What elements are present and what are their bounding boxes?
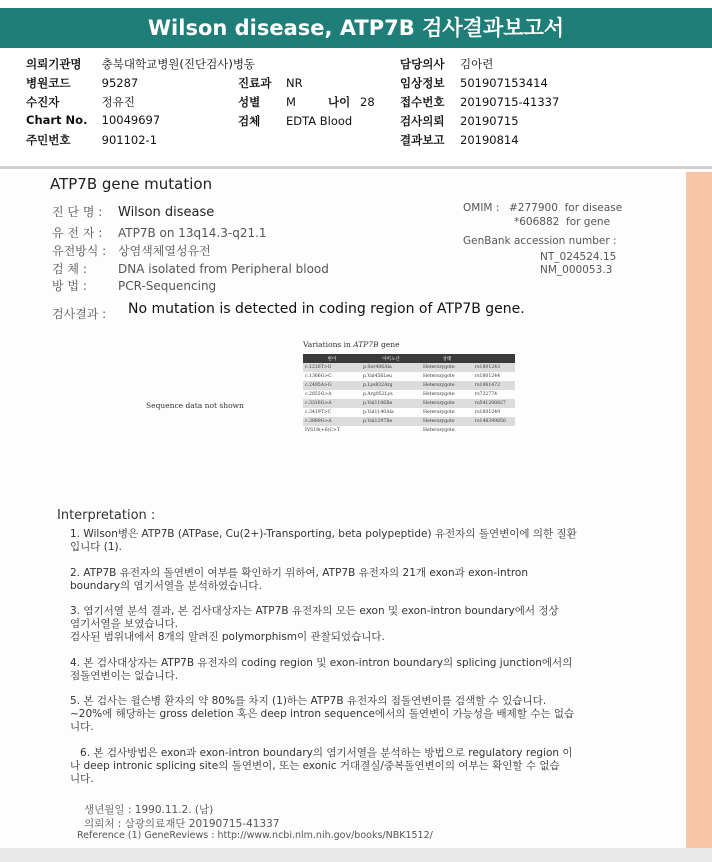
cell-status: Heterozygote	[423, 410, 455, 415]
cell-status: Heterozygote	[421, 399, 473, 408]
cell-variant: c.3419T>C	[305, 410, 332, 415]
genbank-accession-2: NM_000053.3	[540, 264, 613, 276]
genbank-accession-1: NT_024524.15	[540, 251, 617, 263]
header-rs	[473, 354, 515, 363]
cell-rs: rs541208827	[473, 399, 515, 408]
cell-variant: IVS18(+6)C>T	[305, 428, 340, 433]
info-request-date: 검사의뢰 20190715	[400, 114, 519, 128]
cell-rs: rs1061472	[473, 381, 515, 390]
cell-amino-acid: p.Val1106Ile	[361, 399, 421, 408]
sequence-note: Sequence data not shown	[146, 401, 244, 410]
divider	[0, 166, 712, 169]
table-row	[303, 363, 515, 372]
table-row	[303, 390, 515, 399]
cell-amino-acid: p.Val1297Ile	[361, 417, 421, 426]
cell-rs: rs1801249	[475, 410, 501, 415]
info-institution: 의뢰기관명 충북대학교병원(진단검사)병동	[26, 57, 256, 71]
cell-rs: rs1801243	[473, 363, 515, 372]
cell-variant: c.2495A>G	[303, 381, 361, 390]
row-inheritance: 유전방식 : 상염색체열성유전	[52, 244, 211, 258]
interpretation-4: 4. 본 검사대상자는 ATP7B 유전자의 coding region 및 exon-intron boundary의 splicing junction에서의 점돌연변이는 없습니다.	[70, 657, 573, 682]
cell-amino-acid	[361, 426, 421, 435]
cell-variant: c.3889G>A	[303, 417, 361, 426]
header-amino-acid: 아미노산	[361, 354, 421, 363]
cell-amino-acid: p.Lys832Arg	[361, 381, 421, 390]
row-method: 방 법 : PCR-Sequencing	[52, 279, 217, 293]
reference: Reference (1) GeneReviews : http://www.ncbi.nlm.nih.gov/books/NBK1512/	[77, 830, 433, 841]
header-status: 상태	[421, 354, 473, 363]
report-title: Wilson disease, ATP7B 검사결과보고서	[0, 8, 712, 48]
report-heading: ATP7B gene mutation	[50, 175, 213, 193]
info-resident-no: 주민번호 901102-1	[26, 133, 158, 147]
row-specimen: 검 체 : DNA isolated from Peripheral blood	[52, 262, 329, 276]
info-receipt: 접수번호 20190715-41337	[400, 95, 560, 109]
result-text: No mutation is detected in coding region of ATP7B gene.	[128, 301, 525, 317]
table-row	[303, 381, 515, 390]
cell-amino-acid: p.Val1140Ala	[363, 410, 394, 415]
info-age: 나이 28	[328, 95, 375, 109]
table-row	[303, 417, 515, 426]
cell-status: Heterozygote	[423, 428, 455, 433]
table-row	[303, 399, 515, 408]
cell-status: Heterozygote	[423, 392, 455, 397]
requester: 의뢰처 : 삼광의료재단 20190715-41337	[84, 818, 280, 830]
cell-amino-acid: p.Val456Leu	[363, 374, 392, 379]
info-sex: 성별 M	[238, 95, 296, 109]
cell-rs: rs1801244	[475, 374, 501, 379]
info-clinical: 임상정보 501907153414	[400, 76, 548, 90]
table-row	[303, 426, 515, 435]
interpretation-title: Interpretation :	[57, 508, 156, 523]
cell-variant: c.1216T>G	[303, 363, 361, 372]
row-gene: 유 전 자 : ATP7B on 13q14.3-q21.1	[52, 226, 267, 240]
cell-status: Heterozygote	[421, 417, 473, 426]
omim-disease: OMIM : #277900 for disease	[463, 202, 623, 214]
table-row	[303, 372, 515, 381]
cell-amino-acid: p.Arg952Lys	[363, 392, 393, 397]
cell-rs	[473, 426, 515, 435]
info-report-date: 결과보고 20190814	[400, 133, 519, 147]
header-variant: 변이	[303, 354, 361, 363]
result-label: 검사결과 :	[52, 307, 107, 321]
genbank-label: GenBank accession number :	[463, 235, 617, 247]
table-row	[303, 408, 515, 417]
cell-variant: c.3316G>A	[303, 399, 361, 408]
interpretation-1: 1. Wilson병은 ATP7B (ATPase, Cu(2+)-Transporting, beta polypeptide) 유전자의 돌연변이에 의한 질환 입니다 (1).	[70, 528, 577, 553]
cell-status: Heterozygote	[421, 381, 473, 390]
cell-rs: rs148399850	[473, 417, 515, 426]
cell-status: Heterozygote	[423, 374, 455, 379]
info-chart: Chart No. 10049697	[26, 113, 161, 127]
interpretation-5: 5. 본 검사는 윌슨병 환자의 약 80%를 차지 (1)하는 ATP7B 유전자의 점돌연변이를 검색할 수 있습니다. ~20%에 해당하는 gross deletion 혹은 deep intron sequence에서의 돌연변이 가능성을 배제할 수는 없습 니다.	[70, 695, 575, 733]
orange-margin-strip	[686, 172, 712, 854]
info-department: 진료과 NR	[238, 76, 303, 90]
variations-caption: Variations in ATP7B gene	[303, 340, 400, 349]
interpretation-3: 3. 염기서열 분석 결과, 본 검사대상자는 ATP7B 유전자의 모든 exon 및 exon-intron boundary에서 정상 염기서열을 보였습니다. 검사된 범위내에서 8개의 알려진 polymorphism이 관찰되었습니다.	[70, 605, 559, 643]
variations-table	[303, 354, 515, 435]
variations-header-row	[303, 354, 515, 363]
interpretation-2: 2. ATP7B 유전자의 돌연변이 여부를 확인하기 위하여, ATP7B 유전자의 21개 exon과 exon-intron boundary의 염기서열을 분석하였습니다.	[70, 567, 528, 592]
info-patient: 수진자 정유진	[26, 95, 135, 109]
cell-rs: rs732774	[475, 392, 498, 397]
cell-amino-acid: p.Ser406Ala	[361, 363, 421, 372]
cell-variant: c.2855G>A	[305, 392, 332, 397]
row-diagnosis: 진 단 명 : Wilson disease	[52, 205, 215, 220]
info-doctor: 담당의사 김아련	[400, 57, 494, 71]
info-hospital-code: 병원코드 95287	[26, 76, 139, 90]
scanned-report	[0, 172, 712, 854]
cell-status: Heterozygote	[421, 363, 473, 372]
interpretation-6: 6. 본 검사방법은 exon과 exon-intron boundary의 염기서열을 분석하는 방법으로 regulatory region 이 나 deep intronic splicing site의 돌연변이, 또는 exonic 거대결실/중복돌연변이의 여부는 확인할 수 없습 니다.	[70, 747, 573, 785]
cell-variant: c.1366G>C	[305, 374, 332, 379]
info-specimen: 검체 EDTA Blood	[238, 114, 353, 128]
birth-date: 생년월일 : 1990.11.2. (남)	[84, 804, 214, 816]
omim-gene: *606882 for gene	[514, 216, 611, 228]
scan-bottom-edge	[0, 848, 712, 862]
